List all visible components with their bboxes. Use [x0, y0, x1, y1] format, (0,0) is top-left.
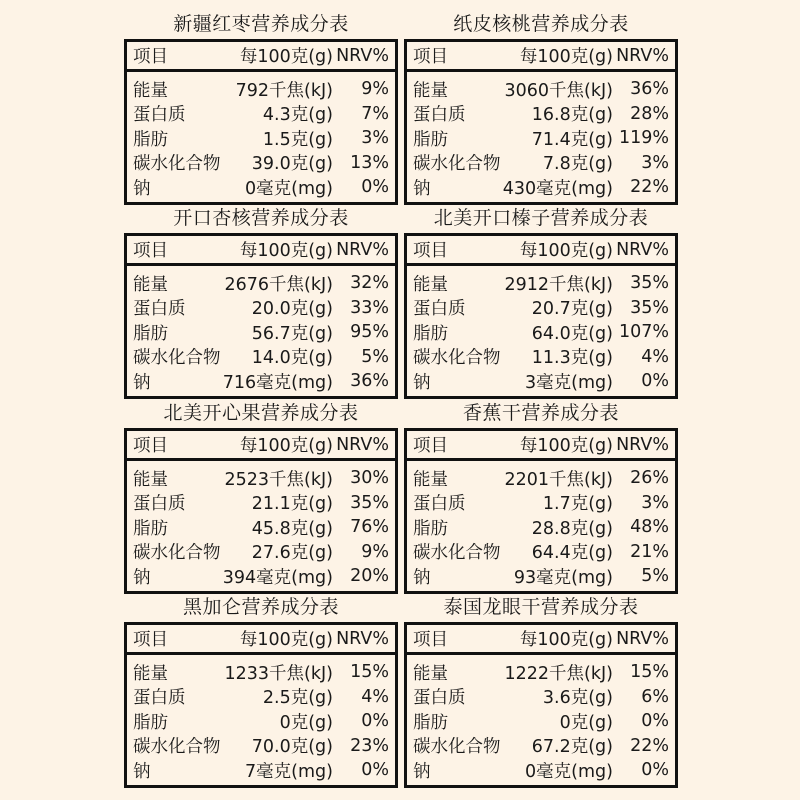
nutrient-name: 脂肪 [413, 712, 448, 733]
header-item: 项目 [413, 241, 448, 261]
nutrient-name: 蛋白质 [413, 688, 466, 709]
header-item: 项目 [413, 630, 448, 650]
nutrient-nrv: 28% [630, 103, 669, 124]
table-row [407, 734, 675, 759]
table-header [407, 625, 675, 655]
nutrient-name: 碳水化合物 [413, 737, 501, 758]
table-row [127, 126, 395, 151]
table-header [407, 236, 675, 266]
nutrient-nrv: 35% [350, 492, 389, 513]
nutrient-nrv: 0% [641, 711, 669, 732]
nutrient-value: 1.5克(g) [262, 129, 333, 150]
nutrient-name: 能量 [413, 663, 448, 684]
nutrition-panel-xinghe [124, 205, 398, 399]
nutrient-value: 7毫克(mg) [245, 761, 333, 782]
nutrient-value: 0毫克(mg) [525, 761, 613, 782]
nutrient-name: 蛋白质 [133, 494, 186, 515]
table-row [407, 271, 675, 296]
nutrient-nrv: 107% [618, 322, 669, 343]
table-row [127, 466, 395, 491]
table-row [407, 320, 675, 345]
nutrient-name: 蛋白质 [413, 105, 466, 126]
nutrient-name: 钠 [413, 178, 431, 199]
header-item: 项目 [133, 241, 168, 261]
nutrient-value: 2.5克(g) [262, 688, 333, 709]
nutrient-value: 64.4克(g) [531, 543, 613, 564]
table-row [407, 685, 675, 710]
nutrient-name: 能量 [133, 274, 168, 295]
nutrient-value: 0克(g) [279, 712, 333, 733]
header-nrv: NRV% [616, 434, 669, 455]
nutrient-value: 792千焦(kJ) [235, 80, 333, 101]
nutrient-nrv: 22% [630, 735, 669, 756]
header-nrv: NRV% [336, 628, 389, 649]
nutrition-panel-longyangan [404, 594, 678, 788]
table-row [127, 102, 395, 127]
nutrient-nrv: 33% [350, 297, 389, 318]
nutrient-nrv: 9% [361, 79, 389, 100]
nutrient-nrv: 4% [641, 346, 669, 367]
nutrient-value: 28.8克(g) [531, 518, 613, 539]
nutrient-name: 蛋白质 [133, 105, 186, 126]
nutrient-value: 1233千焦(kJ) [224, 663, 333, 684]
header-per100: 每100克(g) [519, 630, 613, 650]
header-per100: 每100克(g) [519, 436, 613, 456]
nutrient-value: 70.0克(g) [251, 737, 333, 758]
nutrient-nrv: 76% [350, 517, 389, 538]
nutrient-name: 钠 [133, 567, 151, 588]
nutrient-nrv: 9% [361, 541, 389, 562]
nutrient-name: 脂肪 [413, 323, 448, 344]
nutrient-value: 1.7克(g) [542, 494, 613, 515]
nutrition-panel-xiangjiaogan [404, 400, 678, 594]
nutrient-name: 钠 [133, 372, 151, 393]
table-row [127, 758, 395, 783]
nutrient-nrv: 119% [618, 128, 669, 149]
nutrient-nrv: 36% [350, 371, 389, 392]
header-nrv: NRV% [336, 434, 389, 455]
nutrient-name: 蛋白质 [133, 299, 186, 320]
header-per100: 每100克(g) [239, 241, 333, 261]
nutrient-name: 碳水化合物 [133, 737, 221, 758]
panel-title: 北美开心果营养成分表 [163, 402, 359, 424]
nutrient-nrv: 23% [350, 735, 389, 756]
nutrient-name: 蛋白质 [133, 688, 186, 709]
table-row [407, 151, 675, 176]
header-item: 项目 [413, 436, 448, 456]
panel-title: 开口杏核营养成分表 [173, 207, 349, 229]
nutrient-value: 45.8克(g) [251, 518, 333, 539]
nutrient-nrv: 15% [350, 662, 389, 683]
nutrient-name: 脂肪 [133, 712, 168, 733]
nutrition-table [404, 233, 678, 399]
table-row [407, 77, 675, 102]
nutrient-value: 67.2克(g) [531, 737, 613, 758]
table-row [407, 660, 675, 685]
table-row [127, 151, 395, 176]
header-item: 项目 [413, 47, 448, 67]
nutrient-value: 3.6克(g) [542, 688, 613, 709]
nutrient-nrv: 35% [630, 297, 669, 318]
panel-title: 新疆红枣营养成分表 [173, 13, 349, 35]
nutrient-nrv: 6% [641, 686, 669, 707]
nutrient-value: 27.6克(g) [251, 543, 333, 564]
nutrient-nrv: 0% [641, 371, 669, 392]
table-header [127, 42, 395, 72]
nutrient-name: 碳水化合物 [133, 154, 221, 175]
nutrient-nrv: 30% [350, 468, 389, 489]
nutrient-value: 2912千焦(kJ) [504, 274, 613, 295]
table-header [407, 431, 675, 461]
table-row [407, 296, 675, 321]
nutrition-panel-hongzao [124, 11, 398, 205]
header-item: 项目 [133, 436, 168, 456]
nutrient-name: 能量 [413, 469, 448, 490]
header-per100: 每100克(g) [239, 436, 333, 456]
table-row [407, 175, 675, 200]
nutrient-nrv: 35% [630, 273, 669, 294]
header-per100: 每100克(g) [519, 241, 613, 261]
table-row [127, 709, 395, 734]
panel-title: 北美开口榛子营养成分表 [433, 207, 649, 229]
panel-title: 香蕉干营养成分表 [462, 402, 619, 424]
nutrition-panel-kaixinguo [124, 400, 398, 594]
nutrient-nrv: 32% [350, 273, 389, 294]
table-header [127, 625, 395, 655]
table-row [127, 271, 395, 296]
nutrient-value: 0毫克(mg) [245, 178, 333, 199]
table-row [127, 734, 395, 759]
nutrient-nrv: 5% [641, 566, 669, 587]
nutrient-name: 能量 [413, 274, 448, 295]
table-row [407, 758, 675, 783]
table-row [407, 126, 675, 151]
nutrient-name: 钠 [413, 567, 431, 588]
table-row [127, 660, 395, 685]
nutrient-value: 39.0克(g) [251, 154, 333, 175]
nutrient-value: 64.0克(g) [531, 323, 613, 344]
nutrient-value: 0克(g) [559, 712, 613, 733]
panel-title: 纸皮核桃营养成分表 [453, 13, 629, 35]
table-header [127, 431, 395, 461]
nutrient-value: 11.3克(g) [531, 348, 613, 369]
nutrient-nrv: 26% [630, 468, 669, 489]
nutrient-nrv: 21% [630, 541, 669, 562]
nutrient-value: 430毫克(mg) [502, 178, 613, 199]
nutrient-name: 能量 [133, 663, 168, 684]
nutrient-name: 脂肪 [413, 518, 448, 539]
table-header [127, 236, 395, 266]
nutrient-name: 脂肪 [133, 323, 168, 344]
nutrient-value: 3060千焦(kJ) [504, 80, 613, 101]
nutrient-nrv: 20% [350, 566, 389, 587]
table-row [407, 369, 675, 394]
nutrition-table [124, 622, 398, 788]
table-row [127, 491, 395, 516]
nutrient-value: 716毫克(mg) [222, 372, 333, 393]
nutrient-nrv: 4% [361, 686, 389, 707]
nutrient-value: 20.7克(g) [531, 299, 613, 320]
nutrient-name: 碳水化合物 [133, 348, 221, 369]
table-row [127, 369, 395, 394]
nutrient-nrv: 3% [361, 128, 389, 149]
table-row [127, 685, 395, 710]
header-item: 项目 [133, 630, 168, 650]
nutrient-nrv: 7% [361, 103, 389, 124]
nutrition-table [404, 39, 678, 205]
nutrition-table [124, 233, 398, 399]
nutrient-name: 能量 [133, 80, 168, 101]
nutrient-value: 2201千焦(kJ) [504, 469, 613, 490]
nutrient-nrv: 95% [350, 322, 389, 343]
nutrient-name: 脂肪 [413, 129, 448, 150]
nutrient-name: 脂肪 [133, 518, 168, 539]
nutrient-nrv: 15% [630, 662, 669, 683]
nutrient-name: 碳水化合物 [413, 348, 501, 369]
nutrient-name: 碳水化合物 [413, 154, 501, 175]
nutrient-nrv: 0% [361, 711, 389, 732]
nutrient-value: 71.4克(g) [531, 129, 613, 150]
nutrient-name: 脂肪 [133, 129, 168, 150]
nutrient-name: 蛋白质 [413, 494, 466, 515]
nutrient-value: 394毫克(mg) [222, 567, 333, 588]
table-row [127, 320, 395, 345]
table-header [407, 42, 675, 72]
table-row [127, 515, 395, 540]
nutrient-value: 20.0克(g) [251, 299, 333, 320]
nutrient-nrv: 36% [630, 79, 669, 100]
nutrient-nrv: 0% [361, 177, 389, 198]
table-row [407, 491, 675, 516]
nutrient-name: 碳水化合物 [413, 543, 501, 564]
nutrition-panel-hetao [404, 11, 678, 205]
table-row [407, 466, 675, 491]
table-row [407, 709, 675, 734]
nutrient-value: 3毫克(mg) [525, 372, 613, 393]
nutrient-value: 93毫克(mg) [513, 567, 613, 588]
panel-title: 黑加仑营养成分表 [182, 596, 339, 618]
nutrient-name: 能量 [133, 469, 168, 490]
nutrient-nrv: 5% [361, 346, 389, 367]
nutrient-name: 碳水化合物 [133, 543, 221, 564]
header-nrv: NRV% [336, 45, 389, 66]
nutrition-panel-heijialun [124, 594, 398, 788]
nutrient-value: 1222千焦(kJ) [504, 663, 613, 684]
nutrient-nrv: 0% [641, 760, 669, 781]
nutrient-name: 钠 [413, 372, 431, 393]
panel-title: 泰国龙眼干营养成分表 [443, 596, 639, 618]
nutrient-value: 16.8克(g) [531, 105, 613, 126]
header-item: 项目 [133, 47, 168, 67]
table-row [407, 102, 675, 127]
table-row [127, 345, 395, 370]
nutrition-table [404, 428, 678, 594]
nutrient-value: 4.3克(g) [262, 105, 333, 126]
table-row [407, 515, 675, 540]
nutrient-nrv: 48% [630, 517, 669, 538]
nutrient-name: 能量 [413, 80, 448, 101]
header-nrv: NRV% [616, 239, 669, 260]
header-per100: 每100克(g) [239, 47, 333, 67]
nutrition-panel-zhenzi [404, 205, 678, 399]
nutrient-value: 2676千焦(kJ) [224, 274, 333, 295]
nutrient-name: 钠 [133, 178, 151, 199]
nutrient-name: 钠 [133, 761, 151, 782]
header-per100: 每100克(g) [519, 47, 613, 67]
table-row [127, 77, 395, 102]
nutrition-table [124, 39, 398, 205]
table-row [407, 345, 675, 370]
header-nrv: NRV% [616, 628, 669, 649]
nutrition-table [404, 622, 678, 788]
nutrient-name: 蛋白质 [413, 299, 466, 320]
nutrient-value: 2523千焦(kJ) [224, 469, 333, 490]
header-nrv: NRV% [616, 45, 669, 66]
nutrient-nrv: 3% [641, 492, 669, 513]
table-row [127, 296, 395, 321]
nutrient-nrv: 13% [350, 152, 389, 173]
table-row [127, 175, 395, 200]
nutrient-name: 钠 [413, 761, 431, 782]
table-row [407, 540, 675, 565]
nutrient-value: 14.0克(g) [251, 348, 333, 369]
header-nrv: NRV% [336, 239, 389, 260]
nutrition-table [124, 428, 398, 594]
nutrient-nrv: 3% [641, 152, 669, 173]
header-per100: 每100克(g) [239, 630, 333, 650]
nutrient-value: 21.1克(g) [251, 494, 333, 515]
table-row [407, 564, 675, 589]
table-row [127, 540, 395, 565]
table-row [127, 564, 395, 589]
nutrient-nrv: 0% [361, 760, 389, 781]
nutrient-nrv: 22% [630, 177, 669, 198]
nutrient-value: 56.7克(g) [251, 323, 333, 344]
nutrient-value: 7.8克(g) [542, 154, 613, 175]
